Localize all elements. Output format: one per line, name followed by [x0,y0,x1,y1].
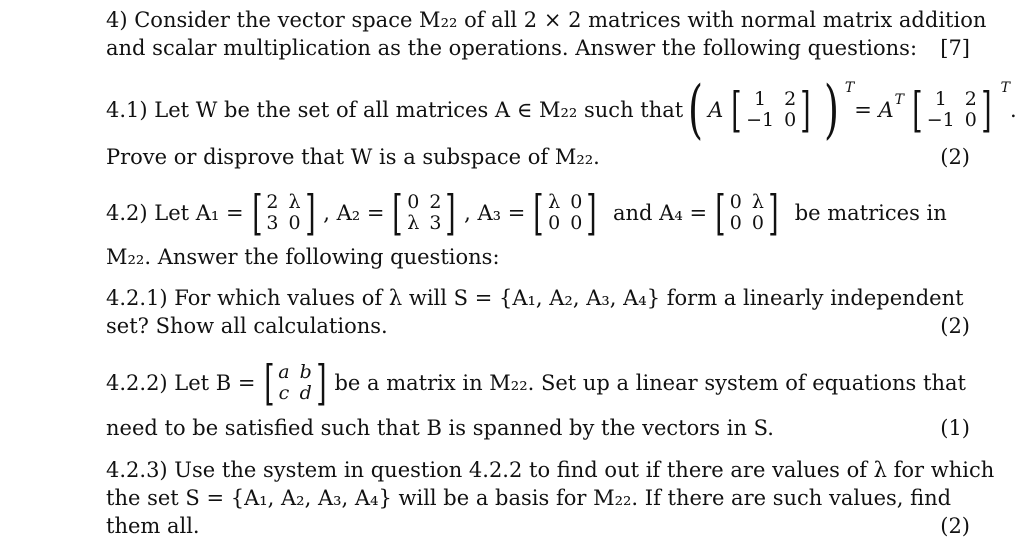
matrix-cell: 2 [429,191,442,213]
matrix-cell: 3 [429,212,442,234]
question-4-2 [106,182,970,270]
matrix-cell: −1 [926,109,955,131]
matrix-cell: λ [548,191,561,213]
matrix-cell: 2 [784,88,797,110]
q421-line1: 4.2.1) For which values of λ will S = {A₁, A₂, A₃, A₄} form a linearly independent [106,286,964,310]
matrix-A2: [ 0 2 λ 3 ] [392,185,456,241]
matrix-cell: 2 [964,88,977,110]
a1-label: 4.2) Let A₁ = [106,201,244,225]
matrix-A4: [ 0 λ 0 0 ] [715,185,779,241]
q422-line2: need to be satisfied such that B is spanned by the vectors in S. [106,416,774,440]
question-4 [106,6,987,62]
q41-transpose-2: T [1000,80,1010,96]
q41-transpose: T [844,80,855,96]
matrix-cell: −1 [746,109,775,131]
matrix-cell: 2 [266,191,279,213]
q423-line2: the set S = {A₁, A₂, A₃, A₄} will be a basis for M₂₂. If there are such values, find [106,486,952,510]
q41-marks: (2) [940,145,970,169]
q423-line1: 4.2.3) Use the system in question 4.2.2 to find out if there are values of λ for which [106,458,995,482]
matrix-cell: 1 [754,88,767,110]
q422-prefix: 4.2.2) Let B = [106,371,256,395]
q42-line2: M₂₂. Answer the following questions: [106,245,500,269]
left-paren: ( [688,73,704,147]
matrix-cell: 0 [570,212,583,234]
matrix-cell: 0 [548,212,561,234]
matrix-cell: 0 [729,191,742,213]
q4-line2: and scalar multiplication as the operations. Answer the following questions: [106,36,918,60]
matrix-cell: d [299,382,312,404]
matrix-cell: b [299,361,312,383]
q423-line3: them all. [106,514,200,538]
q422-tail: be a matrix in M₂₂. Set up a linear system of equations that [334,371,966,395]
matrix-cell: 0 [407,191,420,213]
q423-marks: (2) [940,514,970,538]
matrix-A3: [ λ 0 0 0 ] [533,185,597,241]
matrix-B: [ a b c d ] [263,355,327,411]
a3-label: , A₃ = [464,201,526,225]
q421-line2: set? Show all calculations. [106,314,388,338]
q422-marks: (1) [940,416,970,440]
matrix-cell: λ [751,191,764,213]
matrix-A1: [ 2 λ 3 0 ] [251,185,316,241]
matrix-cell: 0 [964,109,977,131]
q41-matrix-right: [ 1 2 −1 0 ] [912,82,992,138]
right-paren: ) [823,73,839,147]
a4-label: and A₄ = [613,201,708,225]
q41-line2: Prove or disprove that W is a subspace of M₂₂. [106,145,600,169]
matrix-cell: λ [407,212,420,234]
matrix-cell: 0 [288,212,301,234]
matrix-cell: 0 [784,109,797,131]
question-4-2-1 [106,284,970,340]
q41-eq: = A [854,98,894,122]
matrix-cell: 0 [729,212,742,234]
q41-matrix-left: [ 1 2 −1 0 ] [731,82,811,138]
matrix-cell: 0 [751,212,764,234]
q41-prefix: 4.1) Let W be the set of all matrices A ∈ M₂₂ such that [106,98,684,122]
question-4-2-3 [106,456,995,540]
matrix-cell: a [278,361,290,383]
q41-A: A [708,98,724,122]
q4-marks: [7] [940,36,970,60]
a2-label: , A₂ = [323,201,385,225]
question-4-1: 4.1) Let W be the set of all matrices A ∈ M₂₂ such that ( A [ 1 2 −1 0 ] ) T = A T [ 1 2 −1 0 ] T . Prove or disprove that W is a subspace of M₂₂. (2) [106,73,1017,169]
matrix-cell: c [278,382,290,404]
q42-tail: be matrices in [794,201,947,225]
question-4-2-2 [106,352,970,442]
q421-marks: (2) [940,314,970,338]
matrix-cell: 1 [934,88,947,110]
matrix-cell: 0 [570,191,583,213]
matrix-cell: λ [288,191,301,213]
matrix-cell: 3 [266,212,279,234]
q4-line1: 4) Consider the vector space M₂₂ of all 2 × 2 matrices with normal matrix addition [106,8,987,32]
q41-AT: T [894,92,905,108]
